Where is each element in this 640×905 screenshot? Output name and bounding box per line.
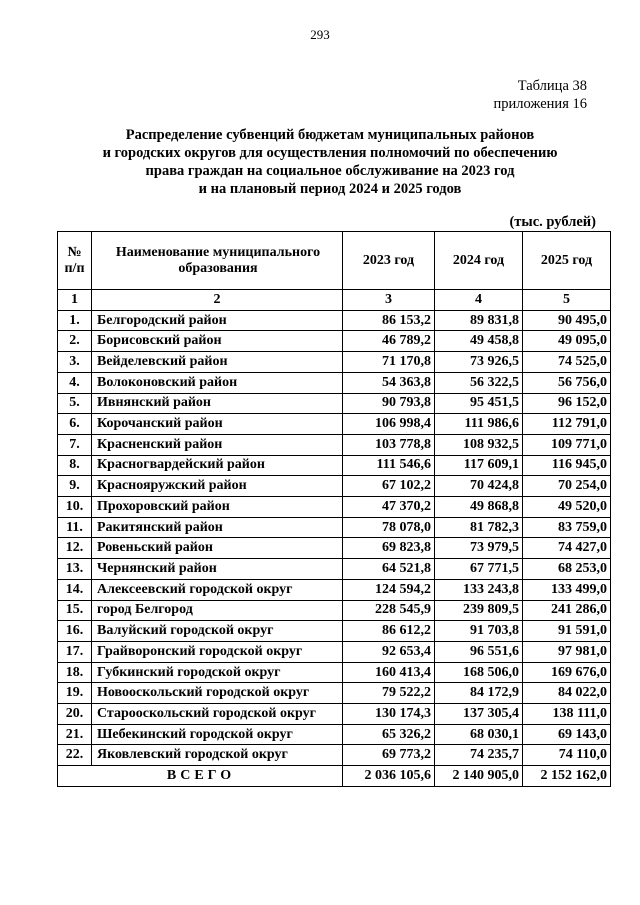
row-number: 18. [58, 662, 92, 683]
value-2024: 133 243,8 [435, 579, 523, 600]
value-2024: 168 506,0 [435, 662, 523, 683]
total-label: ВСЕГО [58, 766, 343, 787]
table-row [58, 434, 611, 455]
value-2024: 56 322,5 [435, 372, 523, 393]
row-number: 19. [58, 683, 92, 704]
title-line: права граждан на социальное обслуживание на 2023 год [145, 163, 515, 179]
value-2025: 90 495,0 [523, 310, 611, 331]
row-number: 20. [58, 704, 92, 725]
column-numbers-row [58, 290, 611, 311]
column-number: 5 [523, 290, 611, 311]
table-reference [494, 77, 587, 113]
row-number: 3. [58, 352, 92, 373]
value-2023: 47 370,2 [343, 497, 435, 518]
value-2024: 68 030,1 [435, 724, 523, 745]
value-2024: 70 424,8 [435, 476, 523, 497]
municipality-name: Шебекинский городской округ [92, 724, 343, 745]
value-2025: 56 756,0 [523, 372, 611, 393]
value-2024: 137 305,4 [435, 704, 523, 725]
value-2025: 74 427,0 [523, 538, 611, 559]
title-line: и на плановый период 2024 и 2025 годов [198, 181, 462, 197]
municipality-name: Волоконовский район [92, 372, 343, 393]
value-2023: 106 998,4 [343, 414, 435, 435]
table-row [58, 538, 611, 559]
table-row [58, 372, 611, 393]
value-2025: 74 525,0 [523, 352, 611, 373]
row-number: 16. [58, 621, 92, 642]
value-2025: 133 499,0 [523, 579, 611, 600]
table-row [58, 600, 611, 621]
municipality-name: Красногвардейский район [92, 455, 343, 476]
row-number: 22. [58, 745, 92, 766]
value-2025: 69 143,0 [523, 724, 611, 745]
value-2025: 241 286,0 [523, 600, 611, 621]
value-2024: 81 782,3 [435, 517, 523, 538]
value-2023: 78 078,0 [343, 517, 435, 538]
value-2023: 103 778,8 [343, 434, 435, 455]
value-2024: 49 458,8 [435, 331, 523, 352]
column-number: 2 [92, 290, 343, 311]
value-2023: 130 174,3 [343, 704, 435, 725]
header-2023: 2023 год [343, 232, 435, 290]
value-2023: 54 363,8 [343, 372, 435, 393]
value-2024: 67 771,5 [435, 559, 523, 580]
value-2023: 92 653,4 [343, 641, 435, 662]
value-2025: 83 759,0 [523, 517, 611, 538]
municipality-name: Корочанский район [92, 414, 343, 435]
value-2023: 79 522,2 [343, 683, 435, 704]
units-label: (тыс. рублей) [509, 214, 596, 230]
table-row [58, 331, 611, 352]
value-2023: 228 545,9 [343, 600, 435, 621]
table-row [58, 476, 611, 497]
value-2025: 109 771,0 [523, 434, 611, 455]
total-2023: 2 036 105,6 [343, 766, 435, 787]
row-number: 9. [58, 476, 92, 497]
table-row [58, 497, 611, 518]
value-2024: 73 926,5 [435, 352, 523, 373]
row-number: 5. [58, 393, 92, 414]
value-2024: 91 703,8 [435, 621, 523, 642]
value-2023: 71 170,8 [343, 352, 435, 373]
total-row [58, 766, 611, 787]
value-2023: 64 521,8 [343, 559, 435, 580]
value-2023: 160 413,4 [343, 662, 435, 683]
value-2025: 68 253,0 [523, 559, 611, 580]
table-row [58, 579, 611, 600]
row-number: 15. [58, 600, 92, 621]
total-2025: 2 152 162,0 [523, 766, 611, 787]
table-row [58, 310, 611, 331]
value-2025: 96 152,0 [523, 393, 611, 414]
value-2025: 84 022,0 [523, 683, 611, 704]
value-2024: 239 809,5 [435, 600, 523, 621]
row-number: 17. [58, 641, 92, 662]
municipality-name: Вейделевский район [92, 352, 343, 373]
municipality-name: Ровеньский район [92, 538, 343, 559]
row-number: 12. [58, 538, 92, 559]
municipality-name: Белгородский район [92, 310, 343, 331]
value-2023: 69 773,2 [343, 745, 435, 766]
value-2023: 69 823,8 [343, 538, 435, 559]
header-2024: 2024 год [435, 232, 523, 290]
value-2023: 65 326,2 [343, 724, 435, 745]
page-number: 293 [310, 27, 330, 42]
header-name: Наименование муниципального образования [92, 232, 343, 290]
column-number: 4 [435, 290, 523, 311]
municipality-name: Чернянский район [92, 559, 343, 580]
value-2025: 70 254,0 [523, 476, 611, 497]
row-number: 8. [58, 455, 92, 476]
value-2024: 117 609,1 [435, 455, 523, 476]
table-row [58, 641, 611, 662]
value-2024: 73 979,5 [435, 538, 523, 559]
value-2024: 49 868,8 [435, 497, 523, 518]
municipality-name: Алексеевский городской округ [92, 579, 343, 600]
municipality-name: Валуйский городской округ [92, 621, 343, 642]
row-number: 1. [58, 310, 92, 331]
value-2025: 169 676,0 [523, 662, 611, 683]
title-line: Распределение субвенций бюджетам муниципальных районов [125, 127, 535, 143]
table-row [58, 455, 611, 476]
municipality-name: Старооскольский городской округ [92, 704, 343, 725]
municipality-name: Прохоровский район [92, 497, 343, 518]
table-row [58, 393, 611, 414]
column-number: 3 [343, 290, 435, 311]
subvention-table [57, 231, 611, 787]
table-row [58, 352, 611, 373]
value-2025: 74 110,0 [523, 745, 611, 766]
value-2025: 91 591,0 [523, 621, 611, 642]
value-2024: 96 551,6 [435, 641, 523, 662]
table-row [58, 704, 611, 725]
total-2024: 2 140 905,0 [435, 766, 523, 787]
municipality-name: Ивнянский район [92, 393, 343, 414]
row-number: 4. [58, 372, 92, 393]
value-2025: 116 945,0 [523, 455, 611, 476]
document-title [60, 126, 600, 198]
value-2023: 124 594,2 [343, 579, 435, 600]
value-2023: 67 102,2 [343, 476, 435, 497]
table-ref-line2: приложения 16 [493, 96, 587, 112]
value-2024: 111 986,6 [435, 414, 523, 435]
column-number: 1 [58, 290, 92, 311]
value-2025: 112 791,0 [523, 414, 611, 435]
value-2024: 84 172,9 [435, 683, 523, 704]
municipality-name: Новооскольский городской округ [92, 683, 343, 704]
table-row [58, 724, 611, 745]
table-ref-line1: Таблица 38 [517, 78, 587, 94]
value-2023: 90 793,8 [343, 393, 435, 414]
value-2025: 138 111,0 [523, 704, 611, 725]
value-2025: 49 520,0 [523, 497, 611, 518]
value-2023: 86 153,2 [343, 310, 435, 331]
table-row [58, 517, 611, 538]
value-2024: 108 932,5 [435, 434, 523, 455]
header-2025: 2025 год [523, 232, 611, 290]
value-2024: 95 451,5 [435, 393, 523, 414]
municipality-name: Красненский район [92, 434, 343, 455]
table-row [58, 745, 611, 766]
municipality-name: Ракитянский район [92, 517, 343, 538]
table-header-row [58, 232, 611, 290]
municipality-name: Губкинский городской округ [92, 662, 343, 683]
table-row [58, 621, 611, 642]
row-number: 7. [58, 434, 92, 455]
table-row [58, 662, 611, 683]
row-number: 14. [58, 579, 92, 600]
municipality-name: Яковлевский городской округ [92, 745, 343, 766]
row-number: 11. [58, 517, 92, 538]
row-number: 21. [58, 724, 92, 745]
value-2024: 89 831,8 [435, 310, 523, 331]
table-row [58, 559, 611, 580]
row-number: 10. [58, 497, 92, 518]
municipality-name: город Белгород [92, 600, 343, 621]
value-2025: 97 981,0 [523, 641, 611, 662]
table-row [58, 414, 611, 435]
value-2023: 46 789,2 [343, 331, 435, 352]
row-number: 2. [58, 331, 92, 352]
value-2023: 111 546,6 [343, 455, 435, 476]
value-2025: 49 095,0 [523, 331, 611, 352]
row-number: 13. [58, 559, 92, 580]
title-line: и городских округов для осуществления полномочий по обеспечению [102, 145, 558, 161]
row-number: 6. [58, 414, 92, 435]
value-2024: 74 235,7 [435, 745, 523, 766]
municipality-name: Борисовский район [92, 331, 343, 352]
table-row [58, 683, 611, 704]
value-2023: 86 612,2 [343, 621, 435, 642]
header-num: № п/п [58, 232, 92, 290]
municipality-name: Краснояружский район [92, 476, 343, 497]
municipality-name: Грайворонский городской округ [92, 641, 343, 662]
